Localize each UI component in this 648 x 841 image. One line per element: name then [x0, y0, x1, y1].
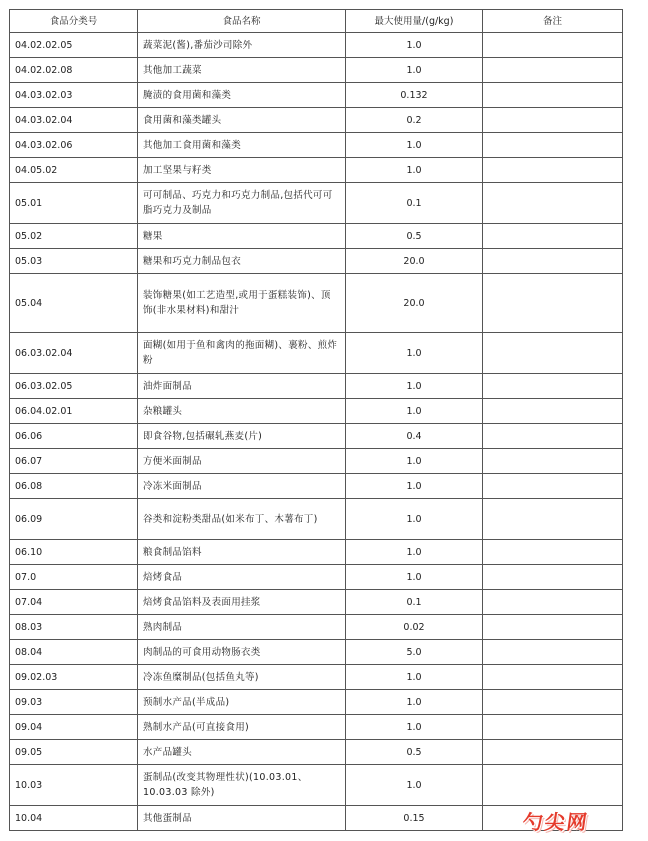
max-usage-cell: 1.0: [346, 690, 483, 715]
food-name-cell: 可可制品、巧克力和巧克力制品,包括代可可脂巧克力及制品: [138, 183, 346, 224]
remarks-cell: [483, 108, 623, 133]
table-row: [10, 565, 623, 590]
table-row: [10, 249, 623, 274]
table-row: [10, 690, 623, 715]
remarks-cell: [483, 449, 623, 474]
remarks-cell: [483, 424, 623, 449]
max-usage-cell: 0.02: [346, 615, 483, 640]
category-code-cell: 06.08: [10, 474, 138, 499]
category-code-cell: 09.02.03: [10, 665, 138, 690]
remarks-cell: [483, 690, 623, 715]
max-usage-cell: 0.4: [346, 424, 483, 449]
food-name-cell: 加工坚果与籽类: [138, 158, 346, 183]
site-watermark-logo: 勺尖网: [521, 809, 591, 834]
food-name-cell: 其他加工食用菌和藻类: [138, 133, 346, 158]
food-name-cell: 焙烤食品: [138, 565, 346, 590]
header-category-code: 食品分类号: [10, 10, 138, 33]
food-name-cell: 水产品罐头: [138, 740, 346, 765]
header-remarks: 备注: [483, 10, 623, 33]
max-usage-cell: 1.0: [346, 665, 483, 690]
food-name-cell: 熟肉制品: [138, 615, 346, 640]
category-code-cell: 04.03.02.04: [10, 108, 138, 133]
category-code-cell: 06.03.02.05: [10, 374, 138, 399]
max-usage-cell: 1.0: [346, 715, 483, 740]
remarks-cell: [483, 474, 623, 499]
table-row: [10, 224, 623, 249]
max-usage-cell: 1.0: [346, 133, 483, 158]
category-code-cell: 04.05.02: [10, 158, 138, 183]
category-code-cell: 04.02.02.05: [10, 33, 138, 58]
remarks-cell: [483, 58, 623, 83]
food-name-cell: 其他加工蔬菜: [138, 58, 346, 83]
food-name-cell: 蔬菜泥(酱),番茄沙司除外: [138, 33, 346, 58]
food-name-cell: 冷冻鱼糜制品(包括鱼丸等): [138, 665, 346, 690]
table-row: [10, 333, 623, 374]
food-name-cell: 腌渍的食用菌和藻类: [138, 83, 346, 108]
table-row: [10, 665, 623, 690]
category-code-cell: 04.02.02.08: [10, 58, 138, 83]
food-additive-table: [9, 9, 623, 831]
category-code-cell: 09.05: [10, 740, 138, 765]
category-code-cell: 10.04: [10, 806, 138, 831]
table-row: [10, 474, 623, 499]
remarks-cell: [483, 715, 623, 740]
table-row: [10, 183, 623, 224]
category-code-cell: 06.04.02.01: [10, 399, 138, 424]
table-row: [10, 424, 623, 449]
table-row: [10, 158, 623, 183]
remarks-cell: [483, 565, 623, 590]
table-row: [10, 58, 623, 83]
remarks-cell: [483, 615, 623, 640]
food-name-cell: 即食谷物,包括碾轧燕麦(片): [138, 424, 346, 449]
food-name-cell: 装饰糖果(如工艺造型,或用于蛋糕装饰)、顶饰(非水果材料)和甜汁: [138, 274, 346, 333]
remarks-cell: [483, 158, 623, 183]
food-name-cell: 油炸面制品: [138, 374, 346, 399]
category-code-cell: 05.04: [10, 274, 138, 333]
remarks-cell: [483, 83, 623, 108]
category-code-cell: 10.03: [10, 765, 138, 806]
table-row: [10, 133, 623, 158]
food-name-cell: 其他蛋制品: [138, 806, 346, 831]
food-name-cell: 熟制水产品(可直接食用): [138, 715, 346, 740]
food-name-cell: 面糊(如用于鱼和禽肉的拖面糊)、裹粉、煎炸粉: [138, 333, 346, 374]
table-row: [10, 374, 623, 399]
max-usage-cell: 0.5: [346, 224, 483, 249]
table-row: [10, 33, 623, 58]
food-name-cell: 冷冻米面制品: [138, 474, 346, 499]
table-row: [10, 765, 623, 806]
category-code-cell: 09.03: [10, 690, 138, 715]
max-usage-cell: 1.0: [346, 333, 483, 374]
remarks-cell: [483, 665, 623, 690]
header-food-name: 食品名称: [138, 10, 346, 33]
table-row: [10, 449, 623, 474]
remarks-cell: [483, 640, 623, 665]
table-row: [10, 540, 623, 565]
category-code-cell: 05.02: [10, 224, 138, 249]
food-name-cell: 方便米面制品: [138, 449, 346, 474]
remarks-cell: [483, 133, 623, 158]
max-usage-cell: 1.0: [346, 33, 483, 58]
remarks-cell: [483, 183, 623, 224]
food-name-cell: 肉制品的可食用动物肠衣类: [138, 640, 346, 665]
table-row: [10, 740, 623, 765]
category-code-cell: 04.03.02.03: [10, 83, 138, 108]
remarks-cell: [483, 333, 623, 374]
table-row: [10, 274, 623, 333]
max-usage-cell: 1.0: [346, 58, 483, 83]
table-row: [10, 640, 623, 665]
category-code-cell: 06.06: [10, 424, 138, 449]
max-usage-cell: 1.0: [346, 399, 483, 424]
remarks-cell: [483, 274, 623, 333]
food-name-cell: 预制水产品(半成品): [138, 690, 346, 715]
category-code-cell: 06.10: [10, 540, 138, 565]
remarks-cell: [483, 540, 623, 565]
max-usage-cell: 1.0: [346, 374, 483, 399]
category-code-cell: 08.04: [10, 640, 138, 665]
food-name-cell: 粮食制品馅料: [138, 540, 346, 565]
food-name-cell: 谷类和淀粉类甜品(如米布丁、木薯布丁): [138, 499, 346, 540]
remarks-cell: [483, 499, 623, 540]
table-row: [10, 615, 623, 640]
remarks-cell: [483, 590, 623, 615]
remarks-cell: [483, 374, 623, 399]
category-code-cell: 05.01: [10, 183, 138, 224]
category-code-cell: 09.04: [10, 715, 138, 740]
table-row: [10, 590, 623, 615]
category-code-cell: 06.09: [10, 499, 138, 540]
max-usage-cell: 1.0: [346, 565, 483, 590]
remarks-cell: [483, 740, 623, 765]
food-name-cell: 糖果: [138, 224, 346, 249]
table-header-row: [10, 10, 623, 33]
max-usage-cell: 1.0: [346, 474, 483, 499]
category-code-cell: 06.07: [10, 449, 138, 474]
food-name-cell: 食用菌和藻类罐头: [138, 108, 346, 133]
max-usage-cell: 0.5: [346, 740, 483, 765]
table-row: [10, 83, 623, 108]
table-row: [10, 399, 623, 424]
max-usage-cell: 20.0: [346, 274, 483, 333]
category-code-cell: 06.03.02.04: [10, 333, 138, 374]
max-usage-cell: 0.132: [346, 83, 483, 108]
remarks-cell: [483, 399, 623, 424]
category-code-cell: 05.03: [10, 249, 138, 274]
category-code-cell: 07.0: [10, 565, 138, 590]
remarks-cell: [483, 33, 623, 58]
max-usage-cell: 0.1: [346, 183, 483, 224]
max-usage-cell: 5.0: [346, 640, 483, 665]
max-usage-cell: 1.0: [346, 158, 483, 183]
food-name-cell: 杂粮罐头: [138, 399, 346, 424]
category-code-cell: 08.03: [10, 615, 138, 640]
food-name-cell: 蛋制品(改变其物理性状)(10.03.01、10.03.03 除外): [138, 765, 346, 806]
table-row: [10, 108, 623, 133]
food-name-cell: 糖果和巧克力制品包衣: [138, 249, 346, 274]
category-code-cell: 07.04: [10, 590, 138, 615]
max-usage-cell: 0.2: [346, 108, 483, 133]
remarks-cell: [483, 765, 623, 806]
max-usage-cell: 0.1: [346, 590, 483, 615]
remarks-cell: [483, 249, 623, 274]
food-name-cell: 焙烤食品馅料及表面用挂浆: [138, 590, 346, 615]
header-max-usage: 最大使用量/(g/kg): [346, 10, 483, 33]
max-usage-cell: 1.0: [346, 540, 483, 565]
max-usage-cell: 0.15: [346, 806, 483, 831]
category-code-cell: 04.03.02.06: [10, 133, 138, 158]
max-usage-cell: 20.0: [346, 249, 483, 274]
max-usage-cell: 1.0: [346, 499, 483, 540]
max-usage-cell: 1.0: [346, 449, 483, 474]
max-usage-cell: 1.0: [346, 765, 483, 806]
remarks-cell: [483, 224, 623, 249]
table-row: [10, 715, 623, 740]
table-row: [10, 499, 623, 540]
